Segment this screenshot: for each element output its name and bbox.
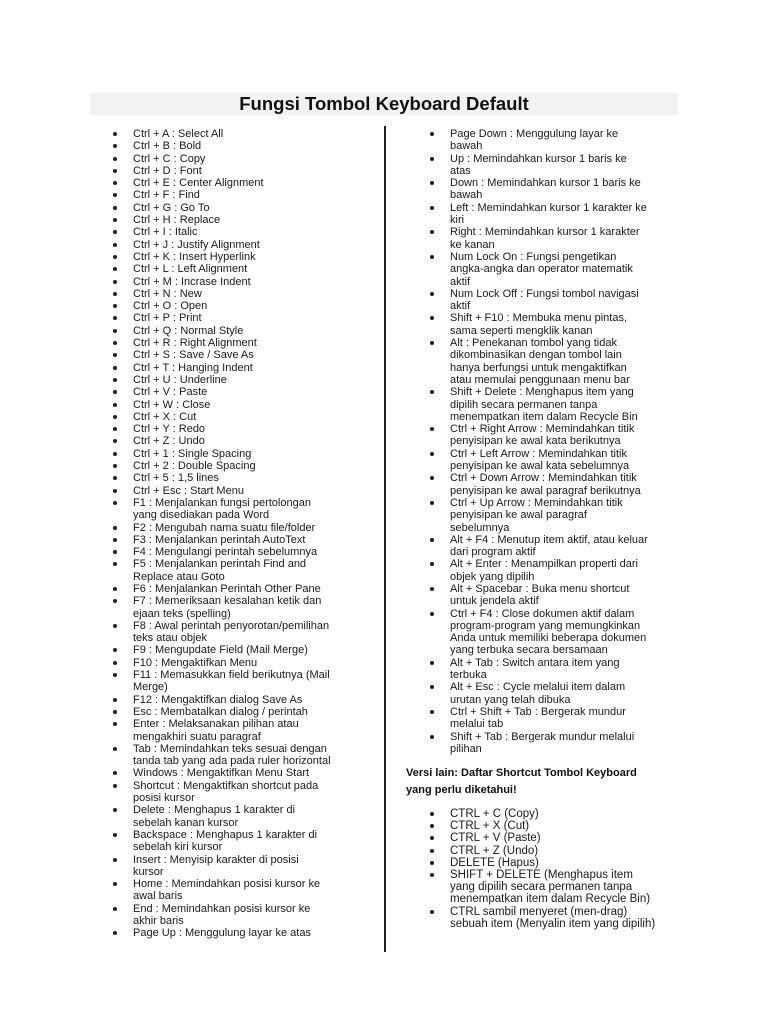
list-item: Num Lock On : Fungsi pengetikan angka-angka dan operator matematik aktif [427,251,682,288]
page-title: Fungsi Tombol Keyboard Default [239,93,529,114]
list-item: Ctrl + D : Font [110,165,375,177]
list-item: Ctrl + W : Close [110,399,375,411]
list-item: Alt + Tab : Switch antara item yang terbuka [427,657,682,682]
list-item: Ctrl + K : Insert Hyperlink [110,251,375,263]
list-item: Ctrl + O : Open [110,300,375,312]
list-item: Ctrl + 5 : 1,5 lines [110,472,375,484]
right-shortcut-list [427,128,682,755]
list-item: F7 : Memeriksaan kesalahan ketik dan ejaan teks (spelling) [110,595,375,620]
list-item: Ctrl + S : Save / Save As [110,349,375,361]
list-item: CTRL + V (Paste) [427,832,682,844]
list-item: Ctrl + 2 : Double Spacing [110,460,375,472]
list-item: Insert : Menyisip karakter di posisi kursor [110,854,375,879]
column-divider [384,126,386,952]
list-item: Shift + F10 : Membuka menu pintas, sama seperti mengklik kanan [427,312,682,337]
list-item: Ctrl + Y : Redo [110,423,375,435]
list-item: F1 : Menjalankan fungsi pertolongan yang disediakan pada Word [110,497,375,522]
list-item: F5 : Menjalankan perintah Find and Replace atau Goto [110,558,375,583]
list-item: Page Up : Menggulung layar ke atas [110,927,375,939]
list-item: Delete : Menghapus 1 karakter di sebelah kanan kursor [110,804,375,829]
list-item: Ctrl + V : Paste [110,386,375,398]
list-item: Ctrl + Up Arrow : Memindahkan titik penyisipan ke awal paragraf sebelumnya [427,497,682,534]
list-item: Ctrl + C : Copy [110,153,375,165]
list-item: F10 : Mengaktifkan Menu [110,657,375,669]
list-item: Ctrl + H : Replace [110,214,375,226]
list-item: F4 : Mengulangi perintah sebelumnya [110,546,375,558]
list-item: Ctrl + Z : Undo [110,435,375,447]
list-item: Ctrl + Q : Normal Style [110,325,375,337]
list-item: Ctrl + B : Bold [110,140,375,152]
list-item: Esc : Membatalkan dialog / perintah [110,706,375,718]
list-item: Ctrl + A : Select All [110,128,375,140]
list-item: Ctrl + U : Underline [110,374,375,386]
list-item: Ctrl + Shift + Tab : Bergerak mundur melalui tab [427,706,682,731]
list-item: DELETE (Hapus) [427,857,682,869]
list-item: Shift + Delete : Menghapus item yang dipilih secara permanen tanpa menempatkan item dalam Recycle Bin [427,386,682,423]
list-item: CTRL sambil menyeret (men-drag) sebuah item (Menyalin item yang dipilih) [427,906,682,930]
list-item: Down : Memindahkan kursor 1 baris ke bawah [427,177,682,202]
list-item: Alt : Penekanan tombol yang tidak dikombinasikan dengan tombol lain hanya berfungsi untuk mengaktifkan atau memulai penggunaan menu bar [427,337,682,386]
list-item: Ctrl + L : Left Alignment [110,263,375,275]
list-item: Left : Memindahkan kursor 1 karakter ke kiri [427,202,682,227]
list-item: Tab : Memindahkan teks sesuai dengan tanda tab yang ada pada ruler horizontal [110,743,375,768]
list-item: Ctrl + N : New [110,288,375,300]
left-shortcut-list [110,128,375,940]
list-item: Ctrl + T : Hanging Indent [110,362,375,374]
list-item: Ctrl + P : Print [110,312,375,324]
list-item: Home : Memindahkan posisi kursor ke awal baris [110,878,375,903]
list-item: Ctrl + R : Right Alignment [110,337,375,349]
list-item: Shortcut : Mengaktifkan shortcut pada posisi kursor [110,780,375,805]
list-item: F11 : Memasukkan field berikutnya (Mail Merge) [110,669,375,694]
list-item: Ctrl + F : Find [110,189,375,201]
list-item: Num Lock Off : Fungsi tombol navigasi aktif [427,288,682,313]
section-subheading: Versi lain: Daftar Shortcut Tombol Keyboard yang perlu diketahui! [406,767,637,796]
list-item: F8 : Awal perintah penyorotan/pemilihan teks atau objek [110,620,375,645]
list-item: F9 : Mengupdate Field (Mail Merge) [110,644,375,656]
list-item: Ctrl + Right Arrow : Memindahkan titik penyisipan ke awal kata berikutnya [427,423,682,448]
list-item: Ctrl + J : Justify Alignment [110,239,375,251]
list-item: Alt + Enter : Menampilkan properti dari objek yang dipilih [427,558,682,583]
list-item: Ctrl + X : Cut [110,411,375,423]
list-item: F2 : Mengubah nama suatu file/folder [110,522,375,534]
list-item: Windows : Mengaktifkan Menu Start [110,767,375,779]
list-item: Ctrl + F4 : Close dokumen aktif dalam program-program yang memungkinkan Anda untuk memiliki beberapa dokumen yang terbuka secara bersamaan [427,608,682,657]
list-item: Right : Memindahkan kursor 1 karakter ke kanan [427,226,682,251]
list-item: Ctrl + G : Go To [110,202,375,214]
list-item: Alt + F4 : Menutup item aktif, atau keluar dari program aktif [427,534,682,559]
list-item: End : Memindahkan posisi kursor ke akhir baris [110,903,375,928]
list-item: CTRL + X (Cut) [427,820,682,832]
list-item: Alt + Esc : Cycle melalui item dalam urutan yang telah dibuka [427,681,682,706]
list-item: Ctrl + E : Center Alignment [110,177,375,189]
list-item: Ctrl + M : Incrase Indent [110,276,375,288]
list-item: Shift + Tab : Bergerak mundur melalui pilihan [427,731,682,756]
list-item: SHIFT + DELETE (Menghapus item yang dipilih secara permanen tanpa menempatkan item dalam Recycle Bin) [427,869,682,906]
list-item: Ctrl + 1 : Single Spacing [110,448,375,460]
list-item: Alt + Spacebar : Buka menu shortcut untuk jendela aktif [427,583,682,608]
list-item: Ctrl + Down Arrow : Memindahkan titik penyisipan ke awal paragraf berikutnya [427,472,682,497]
list-item: Ctrl + Left Arrow : Memindahkan titik penyisipan ke awal kata sebelumnya [427,448,682,473]
list-item: F3 : Menjalankan perintah AutoText [110,534,375,546]
list-item: CTRL + Z (Undo) [427,845,682,857]
list-item: F12 : Mengaktifkan dialog Save As [110,694,375,706]
list-item: Enter : Melaksanakan pilihan atau mengakhiri suatu paragraf [110,718,375,743]
list-item: Ctrl + I : Italic [110,226,375,238]
list-item: Up : Memindahkan kursor 1 baris ke atas [427,153,682,178]
extra-shortcut-list [427,808,682,930]
list-item: Ctrl + Esc : Start Menu [110,485,375,497]
list-item: F6 : Menjalankan Perintah Other Pane [110,583,375,595]
list-item: Page Down : Menggulung layar ke bawah [427,128,682,153]
list-item: Backspace : Menghapus 1 karakter di sebelah kiri kursor [110,829,375,854]
list-item: CTRL + C (Copy) [427,808,682,820]
